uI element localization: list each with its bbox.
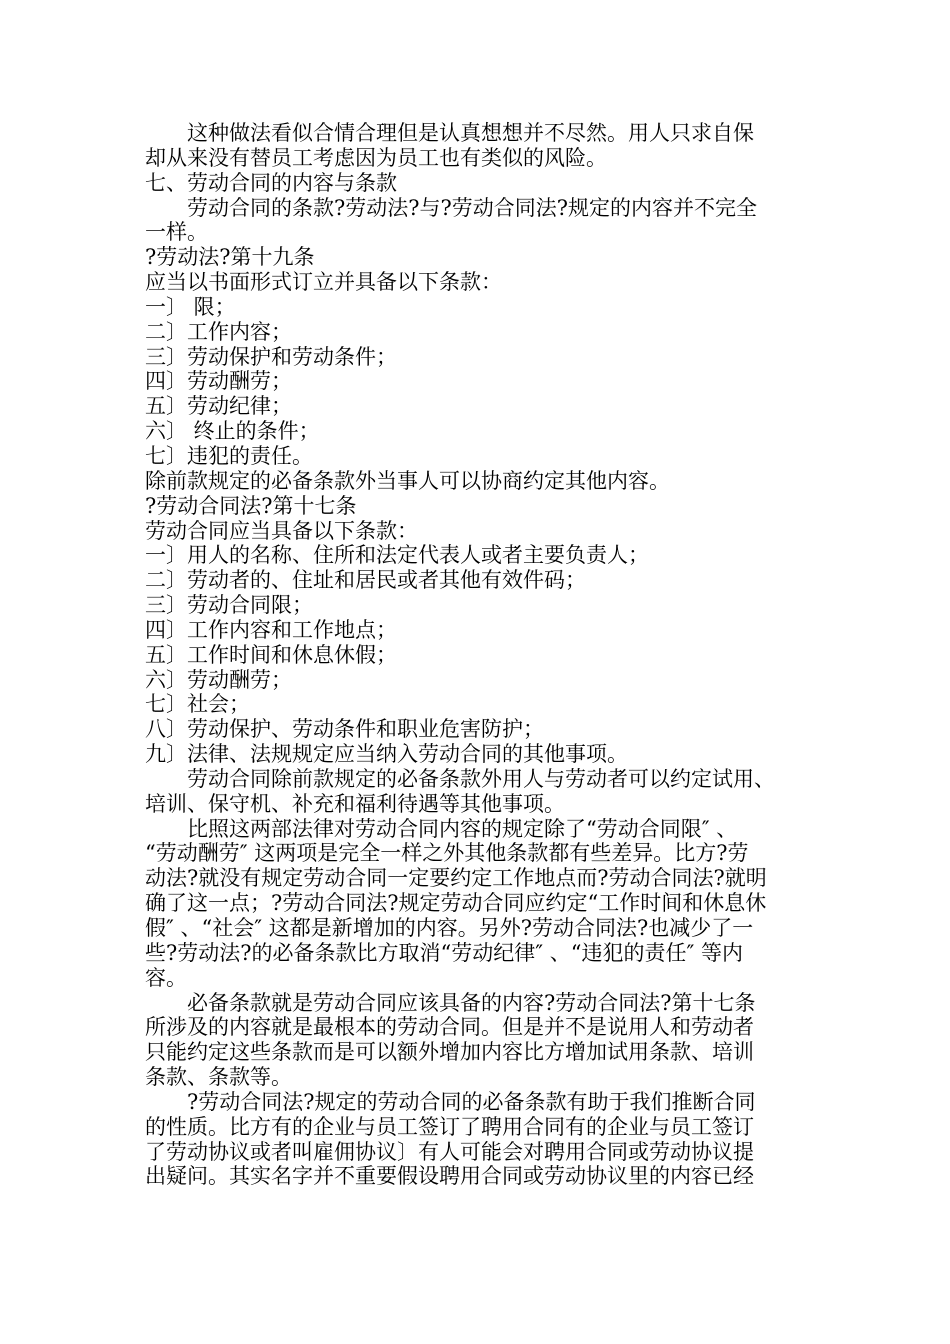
text-line: 的性质。比方有的企业与员工签订了聘用合同有的企业与员工签订 [145,1114,754,1139]
text-line: 应当以书面形式订立并具备以下条款： [145,270,502,295]
text-line: 却从来没有替员工考虑因为员工也有类似的风险。 [145,145,607,170]
text-line: 四〕劳动酬劳； [145,369,292,394]
text-line: 出疑问。其实名字并不重要假设聘用合同或劳动协议里的内容已经 [145,1164,754,1189]
text-line: 比照这两部法律对劳动合同内容的规定除了“劳动合同限″ 、 [187,816,738,841]
text-line: 劳动合同除前款规定的必备条款外用人与劳动者可以约定试用、 [187,766,775,791]
text-line: 培训、保守机、补充和福利待遇等其他事项。 [145,791,565,816]
text-line: 动法?就没有规定劳动合同一定要约定工作地点而?劳动合同法?就明 [145,866,767,891]
text-line: 一〕 限； [145,294,236,319]
text-line: 九〕法律、法规规定应当纳入劳动合同的其他事项。 [145,742,628,767]
text-line: 容。 [145,965,187,990]
text-line: 除前款规定的必备条款外当事人可以协商约定其他内容。 [145,468,670,493]
text-line: 六〕劳动酬劳； [145,667,292,692]
text-line: ?劳动合同法?第十七条 [145,493,357,518]
text-line: 确了这一点；?劳动合同法?规定劳动合同应约定“工作时间和休息休 [145,891,767,916]
text-line: 些?劳动法?的必备条款比方取消“劳动纪律″ 、“违犯的责任″ 等内 [145,940,744,965]
text-line: 四〕工作内容和工作地点； [145,617,397,642]
text-line: 七、劳动合同的内容与条款 [145,170,397,195]
text-line: 二〕劳动者的、住址和居民或者其他有效件码； [145,568,586,593]
text-line: 这种做法看似合情合理但是认真想想并不尽然。用人只求自保 [187,121,754,145]
text-line: 五〕工作时间和休息休假； [145,642,397,667]
text-line: 必备条款就是劳动合同应该具备的内容?劳动合同法?第十七条 [187,990,756,1015]
document-page [145,121,810,1189]
text-line: ?劳动法?第十九条 [145,245,315,270]
text-line: 六〕 终止的条件； [145,419,320,444]
text-line: “劳动酬劳″ 这两项是完全一样之外其他条款都有些差异。比方?劳 [145,841,749,866]
text-line: 劳动合同的条款?劳动法?与?劳动合同法?规定的内容并不完全 [187,195,758,220]
text-line: 条款、条款等。 [145,1065,292,1090]
text-line: 所涉及的内容就是最根本的劳动合同。但是并不是说用人和劳动者 [145,1015,754,1040]
text-line: 假″ 、“社会″ 这都是新增加的内容。另外?劳动合同法?也减少了一 [145,916,754,940]
text-line: 一样。 [145,220,208,245]
text-line: 八〕劳动保护、劳动条件和职业危害防护； [145,717,544,742]
text-line: 了劳动协议或者叫雇佣协议〕有人可能会对聘用合同或劳动协议提 [145,1139,754,1164]
text-line: 五〕劳动纪律； [145,394,292,419]
text-line: 七〕违犯的责任。 [145,443,313,468]
text-line: 二〕工作内容； [145,319,292,344]
text-line: 七〕社会； [145,692,250,717]
text-line: 劳动合同应当具备以下条款： [145,518,418,543]
text-line: ?劳动合同法?规定的劳动合同的必备条款有助于我们推断合同 [187,1089,756,1114]
text-line: 三〕劳动合同限； [145,593,313,618]
text-line: 只能约定这些条款而是可以额外增加内容比方增加试用条款、培训 [145,1040,754,1065]
text-line: 一〕用人的名称、住所和法定代表人或者主要负责人； [145,543,649,568]
text-line: 三〕劳动保护和劳动条件； [145,344,397,369]
